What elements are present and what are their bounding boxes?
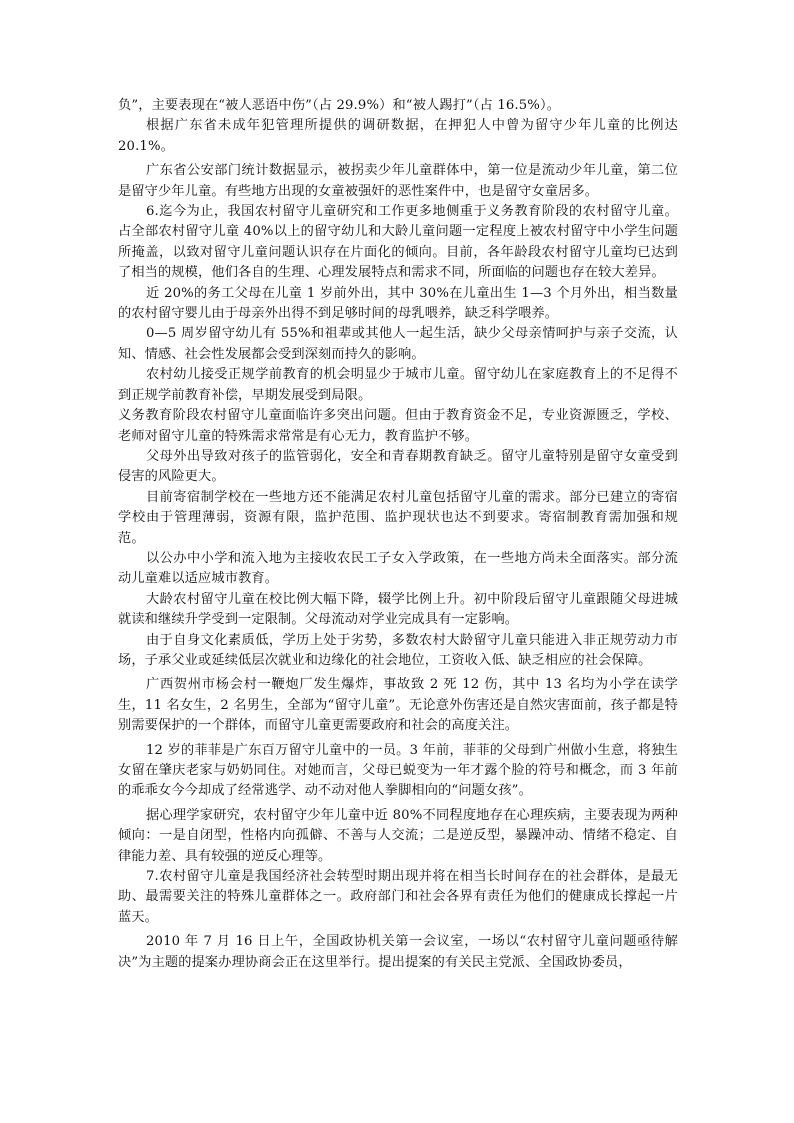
paragraph-2: 根据广东省未成年犯管理所提供的调研数据，在押犯人中曾为留守少年儿童的比例达 20.1%。 [118, 118, 678, 154]
document-body [118, 96, 678, 973]
paragraph-1: 负”，主要表现在“被人恶语中伤”（占 29.9%）和“被人踢打”（占 16.5%）。 [118, 98, 561, 113]
paragraph-7: 农村幼儿接受正规学前教育的机会明显少于城市儿童。留守幼儿在家庭教育上的不足得不到正规学前教育补偿，早期发展受到局限。 [118, 367, 678, 403]
paragraph-6: 0—5 周岁留守幼儿有 55%和祖辈或其他人一起生活，缺少父母亲情呵护与亲子交流，认知、情感、社会性发展都会受到深刻而持久的影响。 [118, 326, 678, 362]
paragraph-18: 2010 年 7 月 16 日上午，全国政协机关第一会议室，一场以“农村留守儿童问题亟待解决”为主题的提案办理协商会正在这里举行。提出提案的有关民主党派、全国政协委员， [118, 934, 678, 970]
paragraph-13: 由于自身文化素质低，学历上处于劣势，多数农村大龄留守儿童只能进入非正规劳动力市场，子承父业或延续低层次就业和边缘化的社会地位，工资收入低、缺乏相应的社会保障。 [118, 632, 678, 668]
paragraph-11: 以公办中小学和流入地为主接收农民工子女入学政策，在一些地方尚未全面落实。部分流动儿童难以适应城市教育。 [118, 550, 678, 587]
paragraph-14: 广西贺州市杨会村一鞭炮厂发生爆炸，事故致 2 死 12 伤，其中 13 名均为小学在读学生，11 名女生，2 名男生，全部为“留守儿童”。无论意外伤害还是自然灾害面前，孩子都是特别需要保护的一个群体，而留守儿童更需要政府和社会的高度关注。 [118, 677, 678, 734]
paragraph-3: 广东省公安部门统计数据显示，被拐卖少年儿童群体中，第一位是流动少年儿童，第二位是留守少年儿童。有些地方出现的女童被强奸的恶性案件中，也是留守女童居多。 [118, 163, 678, 199]
paragraph-10: 目前寄宿制学校在一些地方还不能满足农村儿童包括留守儿童的需求。部分已建立的寄宿学校由于管理薄弱，资源有限，监护范围、监护现状也达不到要求。寄宿制教育需加强和规范。 [118, 489, 678, 546]
paragraph-12: 大龄农村留守儿童在校比例大幅下降，辍学比例上升。初中阶段后留守儿童跟随父母进城就读和继续升学受到一定限制。父母流动对学业完成具有一定影响。 [118, 591, 678, 628]
paragraph-17: 7.农村留守儿童是我国经济社会转型时期出现并将在相当长时间存在的社会群体，是最无助、最需要关注的特殊儿童群体之一。政府部门和社会各界有责任为他们的健康成长撑起一片蓝天。 [118, 869, 678, 925]
paragraph-16: 据心理学家研究，农村留守少年儿童中近 80%不同程度地存在心理疾病，主要表现为两种倾向：一是自闭型，性格内向孤僻、不善与人交流；二是逆反型，暴躁冲动、情绪不稳定、自律能力差、具有较强的逆反心理等。 [118, 807, 678, 864]
paragraph-8: 义务教育阶段农村留守儿童面临许多突出问题。但由于教育资金不足，专业资源匮乏，学校、老师对留守儿童的特殊需求常常是有心无力，教育监护不够。 [118, 408, 678, 444]
paragraph-15: 12 岁的菲菲是广东百万留守儿童中的一员。3 年前，菲菲的父母到广州做小生意，将独生女留在肇庆老家与奶奶同住。对她而言，父母已蜕变为一年才露个脸的符号和概念，而 3 年前的乖乖女今今却成了经常逃学、动不动对他人拳脚相向的“问题女孩”。 [118, 742, 678, 799]
paragraph-9: 父母外出导致对孩子的监管弱化，安全和青春期教育缺乏。留守儿童特别是留守女童受到侵害的风险更大。 [118, 448, 678, 485]
paragraph-5: 近 20%的务工父母在儿童 1 岁前外出，其中 30%在儿童出生 1—3 个月外出，相当数量的农村留守婴儿由于母亲外出得不到足够时间的母乳喂养，缺乏科学喂养。 [118, 285, 678, 322]
paragraph-4: 6.迄今为止，我国农村留守儿童研究和工作更多地侧重于义务教育阶段的农村留守儿童。占全部农村留守儿童 40%以上的留守幼儿和大龄儿童问题一定程度上被农村留守中小学生问题所掩盖，以致对留守儿童问题认识存在片面化的倾向。目前，各年龄段农村留守儿童均已达到了相当的规模，他们各自的生理、心理发展特点和需求不同，所面临的问题也存在较大差异。 [118, 204, 678, 281]
